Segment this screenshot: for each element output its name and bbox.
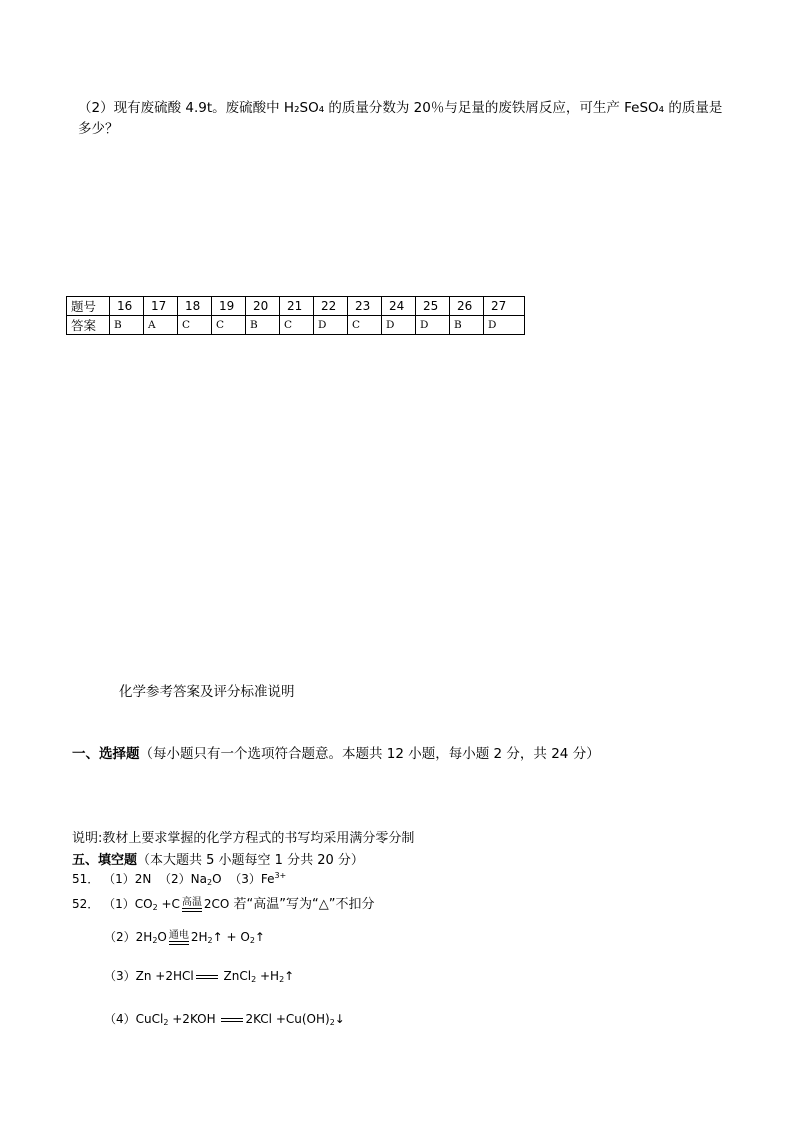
formula: ZnCl <box>219 969 252 983</box>
answer-52-eq2 <box>104 928 265 945</box>
equals-sign <box>221 1018 243 1022</box>
formula: 2H <box>135 930 153 944</box>
answer-52-number: 52． <box>72 897 100 911</box>
formula: + O <box>222 930 250 944</box>
answer-cell: B <box>246 316 280 335</box>
question-number-cell: 24 <box>382 297 416 316</box>
reaction-condition <box>182 898 202 912</box>
answer-52-eq4 <box>104 1010 345 1027</box>
formula: 2H <box>190 930 208 944</box>
subscript: 2 <box>279 975 285 984</box>
question-number-cell: 20 <box>246 297 280 316</box>
answer-52-eq3 <box>104 967 294 984</box>
precipitate-arrow-icon: ↓ <box>334 1012 345 1026</box>
reaction-condition <box>169 931 189 945</box>
formula: CuCl <box>135 1012 164 1026</box>
question-number-cell: 19 <box>212 297 246 316</box>
answer-cell: D <box>484 316 525 335</box>
part-label: （1） <box>103 897 135 911</box>
formula: +H <box>256 969 280 983</box>
answer-cell: C <box>212 316 246 335</box>
section-1-title: 一、选择题 <box>72 746 140 762</box>
question-number-cell: 18 <box>178 297 212 316</box>
subscript: 2 <box>207 878 213 887</box>
subscript: 2 <box>152 936 158 945</box>
question-2 <box>78 98 722 140</box>
part-label: （2） <box>104 930 136 944</box>
gas-arrow-icon: ↑ <box>212 930 223 944</box>
formula: +C <box>157 897 180 911</box>
answer-cell: D <box>382 316 416 335</box>
answer-52-eq1 <box>72 893 374 912</box>
answer-cell: B <box>110 316 144 335</box>
part-label: （4） <box>104 1012 136 1026</box>
subscript: 2 <box>152 903 158 912</box>
part-label: （3） <box>104 969 136 983</box>
question-number-cell: 16 <box>110 297 144 316</box>
answer-cell: B <box>450 316 484 335</box>
equals-sign <box>196 975 218 979</box>
formula: Zn +2HCl <box>135 969 194 983</box>
formula: 2CO <box>203 897 230 911</box>
section-5-heading <box>72 849 364 868</box>
question-number-cell: 27 <box>484 297 525 316</box>
gas-arrow-icon: ↑ <box>254 930 265 944</box>
part-label: （1） <box>103 872 135 886</box>
condition-label: 高温 <box>181 897 202 908</box>
formula: 2KCl +Cu(OH) <box>245 1012 330 1026</box>
formula: O <box>157 930 167 944</box>
answer-table-row-answers <box>67 316 525 335</box>
subscript: 2 <box>329 1018 335 1027</box>
answer-cell: C <box>280 316 314 335</box>
question-number-cell: 17 <box>144 297 178 316</box>
condition-label: 通电 <box>168 930 189 941</box>
answer-cell: C <box>348 316 382 335</box>
answer-table <box>66 296 525 335</box>
answer-51-part1: 2N <box>134 872 152 886</box>
question-number-cell: 22 <box>314 297 348 316</box>
formula: CO <box>134 897 153 911</box>
subscript: 2 <box>207 936 213 945</box>
row-header-answer: 答案 <box>67 316 110 335</box>
equals-sign <box>169 941 189 945</box>
question-number-cell: 25 <box>416 297 450 316</box>
answer-51-part2-tail: O <box>212 872 222 886</box>
scoring-remark: 若“高温”写为“△”不扣分 <box>229 897 375 912</box>
part-label: （3） <box>229 872 261 886</box>
question-number-cell: 23 <box>348 297 382 316</box>
section-5-title: 五、填空题 <box>72 853 138 868</box>
answer-table-row-numbers <box>67 297 525 316</box>
subscript: 2 <box>163 1018 169 1027</box>
question-number-cell: 26 <box>450 297 484 316</box>
question-2-line2: 多少？ <box>78 121 119 137</box>
section-1-detail: （每小题只有一个选项符合题意。本题共 12 小题，每小题 2 分，共 24 分） <box>139 746 600 762</box>
scoring-note: 说明:教材上要求掌握的化学方程式的书写均采用满分零分制 <box>72 831 415 846</box>
answer-cell: D <box>416 316 450 335</box>
answer-51 <box>72 870 286 887</box>
formula: +2KOH <box>168 1012 220 1026</box>
question-number-cell: 21 <box>280 297 314 316</box>
gas-arrow-icon: ↑ <box>284 969 295 983</box>
document-title: 化学参考答案及评分标准说明 <box>119 684 295 700</box>
subscript: 2 <box>249 936 255 945</box>
part-label: （2） <box>159 872 191 886</box>
subscript: 2 <box>251 975 257 984</box>
section-5-detail: （本大题共 5 小题每空 1 分共 20 分） <box>137 853 364 868</box>
answer-51-number: 51． <box>72 872 100 886</box>
section-1-heading <box>72 742 600 762</box>
answer-cell: C <box>178 316 212 335</box>
answer-51-part3: Fe <box>260 872 275 886</box>
row-header-number: 题号 <box>67 297 110 316</box>
answer-cell: D <box>314 316 348 335</box>
equals-sign <box>182 908 202 912</box>
question-2-line1: （2）现有废硫酸 4.9t。废硫酸中 H₂SO₄ 的质量分数为 20％与足量的废铁屑反应，可生产 FeSO₄ 的质量是 <box>78 100 723 116</box>
superscript: 3+ <box>274 871 287 880</box>
answer-51-part2: Na <box>190 872 207 886</box>
answer-cell: A <box>144 316 178 335</box>
